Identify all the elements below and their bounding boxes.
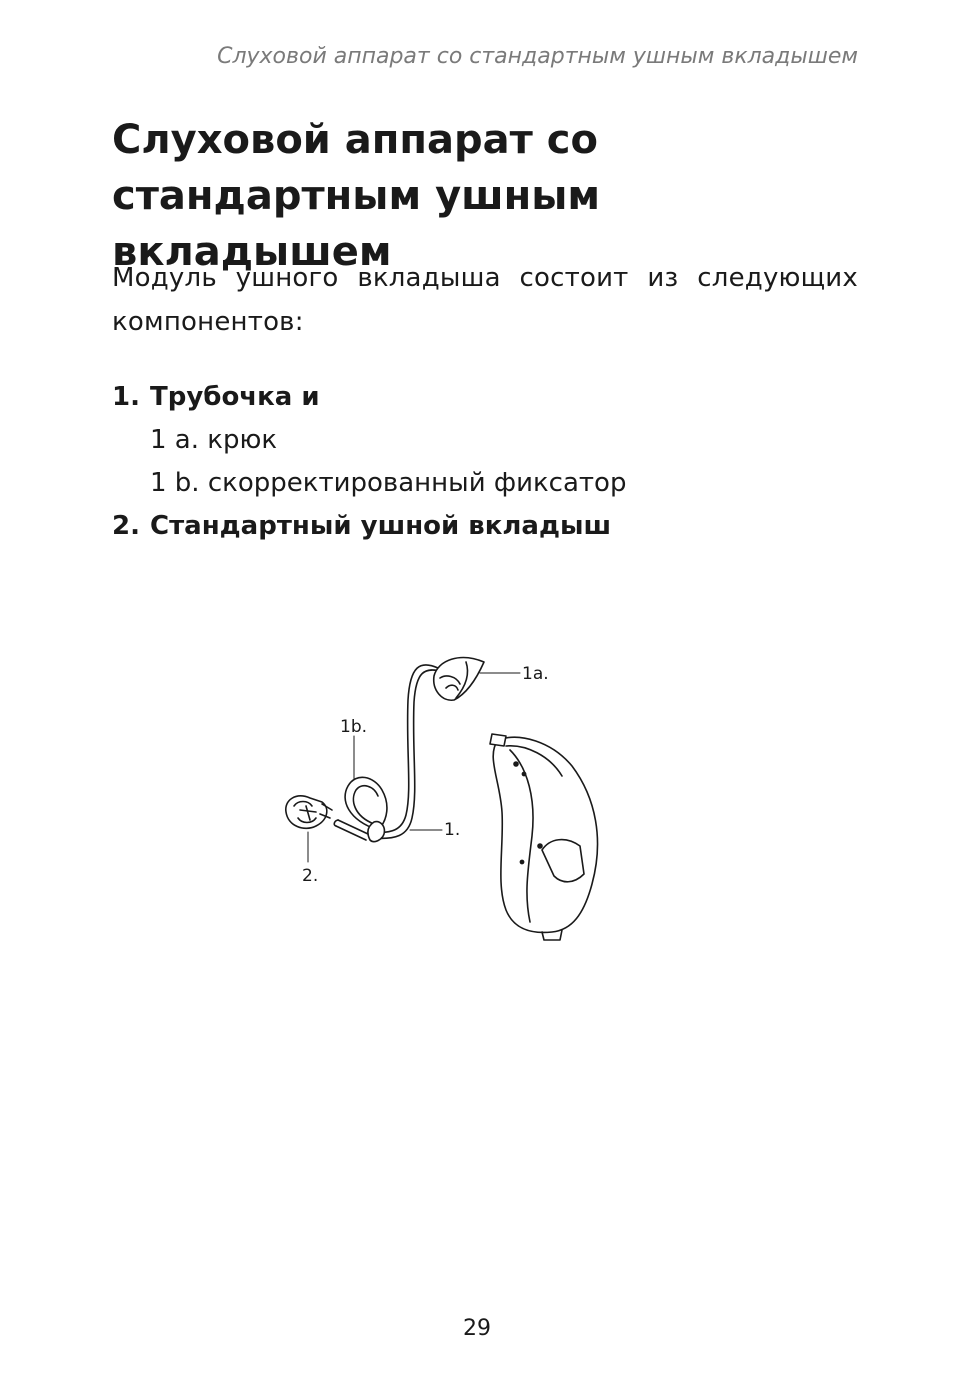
retainer-drawing	[334, 777, 387, 841]
hook-drawing	[434, 658, 484, 701]
thin-tube-drawing	[370, 665, 444, 839]
list-label-dome: Стандартный ушной вкладыш	[150, 511, 612, 541]
page-number: 29	[463, 1316, 491, 1341]
callout-retainer: 1b.	[340, 717, 368, 737]
callout-hook: 1a.	[522, 664, 549, 684]
components-list	[112, 376, 858, 548]
list-item-dome	[112, 505, 858, 548]
list-number: 2.	[112, 511, 140, 541]
dome-drawing	[286, 796, 332, 828]
intro-paragraph: Модуль ушного вкладыша состоит из следующих компонентов:	[112, 263, 858, 337]
callout-dome: 2.	[302, 866, 319, 886]
running-header: Слуховой аппарат со стандартным ушным вкладышем	[217, 44, 858, 69]
hearing-aid-illustration	[270, 640, 630, 960]
page-title: Слуховой аппарат со стандартным ушным вкладышем	[112, 117, 601, 275]
list-item-tube	[112, 376, 858, 505]
hearing-aid-body-drawing	[490, 734, 598, 940]
list-number: 1.	[112, 382, 140, 412]
callout-tube: 1.	[444, 820, 461, 840]
list-label-tube: Трубочка и	[150, 382, 320, 412]
subitem-retainer: 1 b. скорректированный фиксатор	[150, 468, 627, 498]
subitem-hook: 1 a. крюк	[150, 425, 278, 455]
